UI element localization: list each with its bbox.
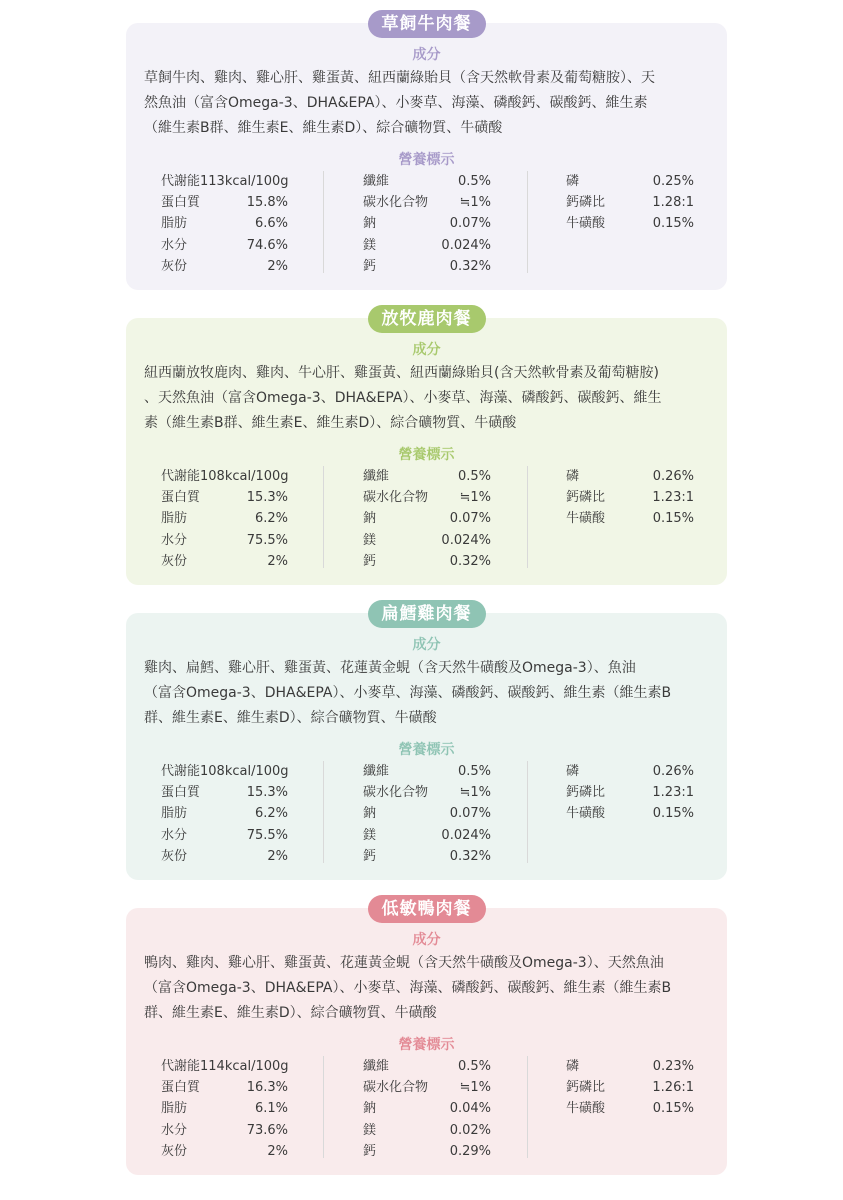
nutrient-label: 磷 [566, 1059, 580, 1074]
nutrient-value: 6.6% [254, 216, 288, 232]
nutrient-value: 0.15% [652, 806, 694, 822]
nutrition-row [363, 256, 491, 277]
nutrition-row [161, 171, 288, 192]
nutrition-column [363, 761, 528, 863]
nutrition-row [363, 1056, 491, 1077]
nutrition-row [566, 1077, 694, 1098]
nutrition-row [363, 1120, 491, 1141]
ingredients-heading: 成分 [412, 932, 441, 948]
ingredients-line: （富含Omega-3、DHA&EPA）、小麥草、海藻、磷酸鈣、碳酸鈣、維生素（維生素B [144, 685, 672, 701]
nutrient-label: 鈣 [363, 258, 377, 274]
nutrition-row [363, 235, 491, 256]
nutrition-row [363, 803, 491, 824]
nutrient-label: 鈣磷比 [566, 1080, 606, 1096]
nutrient-value: ≒1% [459, 785, 491, 801]
nutrient-label: 灰份 [161, 1143, 188, 1159]
nutrient-value: ≒1% [459, 195, 491, 211]
product-title-badge: 扁鱈雞肉餐 [368, 600, 486, 628]
nutrient-value: 0.32% [449, 258, 491, 274]
nutrition-row [161, 1141, 288, 1162]
nutrition-row [161, 782, 288, 803]
nutrient-value: 0.07% [449, 806, 491, 822]
nutrition-row [363, 761, 491, 782]
nutrition-row [566, 466, 694, 487]
nutrient-value: ≒1% [459, 490, 491, 506]
nutrition-row [566, 761, 694, 782]
nutrition-heading: 營養標示 [398, 152, 455, 168]
ingredients-line: 群、維生素E、維生素D）、綜合礦物質、牛磺酸 [144, 1005, 437, 1021]
nutrition-row [363, 846, 491, 867]
nutrition-row [363, 782, 491, 803]
nutrient-label: 鈣磷比 [566, 195, 606, 211]
nutrition-heading: 營養標示 [398, 742, 455, 758]
nutrient-value: 2% [267, 258, 288, 274]
nutrition-row [566, 171, 694, 192]
nutrition-row [363, 171, 491, 192]
nutrient-label: 鈉 [363, 511, 377, 527]
nutrition-row [161, 213, 288, 234]
nutrition-row [566, 782, 694, 803]
ingredients-line: 素（維生素B群、維生素E、維生素D）、綜合礦物質、牛磺酸 [144, 415, 517, 431]
nutrient-value: 6.2% [254, 511, 288, 527]
nutrition-row [161, 551, 288, 572]
nutrition-row [363, 508, 491, 529]
ingredients-text [144, 361, 716, 436]
nutrition-row [566, 1098, 694, 1119]
product-title-badge: 草飼牛肉餐 [368, 10, 486, 38]
nutrition-column [161, 466, 324, 568]
ingredients-line: 鴨肉、雞肉、雞心肝、雞蛋黃、花蓮黃金蜆（含天然牛磺酸及Omega-3）、天然魚油 [144, 955, 664, 971]
nutrient-value: 0.5% [457, 469, 491, 484]
ingredients-text [144, 66, 716, 141]
nutrient-value: 1.26:1 [652, 1080, 694, 1096]
product-section [126, 309, 727, 585]
nutrition-row [363, 1141, 491, 1162]
nutrition-row [566, 487, 694, 508]
nutrition-row [161, 192, 288, 213]
nutrient-label: 脂肪 [161, 806, 188, 822]
nutrient-value: 0.04% [449, 1101, 491, 1117]
product-section [126, 604, 727, 880]
nutrient-label: 灰份 [161, 553, 188, 569]
ingredients-line: （富含Omega-3、DHA&EPA）、小麥草、海藻、磷酸鈣、碳酸鈣、維生素（維生素B [144, 980, 672, 996]
nutrient-value: 0.32% [449, 848, 491, 864]
nutrient-label: 代謝能108kcal/100g [161, 764, 289, 779]
nutrient-value: 75.5% [246, 532, 288, 548]
nutrition-row [363, 1077, 491, 1098]
nutrient-label: 纖維 [363, 174, 390, 189]
nutrient-value: 0.15% [652, 1101, 694, 1117]
nutrient-value: 2% [267, 553, 288, 569]
nutrient-label: 鎂 [363, 827, 377, 843]
nutrition-row [161, 825, 288, 846]
nutrition-row [161, 1077, 288, 1098]
nutrient-label: 鈣 [363, 1143, 377, 1159]
nutrient-value: 0.024% [441, 237, 491, 253]
nutrient-label: 蛋白質 [161, 490, 201, 506]
nutrient-label: 鎂 [363, 1122, 377, 1138]
nutrient-label: 鎂 [363, 237, 377, 253]
ingredients-line: 然魚油（富含Omega-3、DHA&EPA）、小麥草、海藻、磷酸鈣、碳酸鈣、維生素 [144, 95, 648, 111]
nutrient-label: 鈉 [363, 1101, 377, 1117]
nutrient-label: 磷 [566, 174, 580, 189]
nutrient-label: 蛋白質 [161, 1080, 201, 1096]
nutrient-value: 0.024% [441, 532, 491, 548]
nutrition-row [363, 487, 491, 508]
nutrient-value: 73.6% [246, 1122, 288, 1138]
nutrition-row [161, 487, 288, 508]
nutrient-label: 蛋白質 [161, 785, 201, 801]
nutrient-label: 碳水化合物 [363, 490, 429, 506]
nutrient-label: 磷 [566, 764, 580, 779]
nutrient-label: 脂肪 [161, 1101, 188, 1117]
nutrient-label: 纖維 [363, 469, 390, 484]
nutrient-label: 鎂 [363, 532, 377, 548]
nutrient-label: 碳水化合物 [363, 785, 429, 801]
nutrient-label: 纖維 [363, 764, 390, 779]
product-section [126, 899, 727, 1175]
ingredients-line: 、天然魚油（富含Omega-3、DHA&EPA）、小麥草、海藻、磷酸鈣、碳酸鈣、維生 [144, 390, 662, 406]
nutrition-row [363, 825, 491, 846]
ingredients-line: 雞肉、扁鱈、雞心肝、雞蛋黃、花蓮黃金蜆（含天然牛磺酸及Omega-3）、魚油 [144, 660, 636, 676]
nutrient-label: 脂肪 [161, 216, 188, 232]
nutrition-column [161, 171, 324, 273]
nutrient-label: 牛磺酸 [566, 1101, 606, 1117]
nutrient-value: 0.25% [652, 174, 694, 189]
nutrient-value: 15.3% [246, 785, 288, 801]
nutrition-row [363, 192, 491, 213]
product-title-badge: 放牧鹿肉餐 [368, 305, 486, 333]
nutrient-label: 水分 [161, 532, 188, 548]
nutrition-row [161, 466, 288, 487]
nutrient-value: 75.5% [246, 827, 288, 843]
nutrition-row [566, 213, 694, 234]
nutrient-value: 0.5% [457, 174, 491, 189]
nutrition-row [161, 761, 288, 782]
nutrition-row [566, 803, 694, 824]
nutrient-label: 脂肪 [161, 511, 188, 527]
nutrient-value: 0.26% [652, 764, 694, 779]
nutrient-label: 鈉 [363, 216, 377, 232]
nutrition-row [161, 1056, 288, 1077]
nutrient-value: 15.8% [246, 195, 288, 211]
nutrition-heading: 營養標示 [398, 447, 455, 463]
nutrient-label: 水分 [161, 237, 188, 253]
nutrition-row [161, 1098, 288, 1119]
nutrition-column [161, 761, 324, 863]
nutrient-value: 1.28:1 [652, 195, 694, 211]
nutrition-column [566, 761, 696, 863]
nutrient-label: 水分 [161, 827, 188, 843]
nutrition-row [566, 508, 694, 529]
nutrient-label: 鈣磷比 [566, 785, 606, 801]
ingredients-line: 紐西蘭放牧鹿肉、雞肉、牛心肝、雞蛋黃、紐西蘭綠貽貝(含天然軟骨素及葡萄糖胺) [144, 365, 659, 381]
nutrition-column [566, 171, 696, 273]
ingredients-text [144, 656, 716, 731]
nutrient-label: 牛磺酸 [566, 511, 606, 527]
nutrient-label: 碳水化合物 [363, 195, 429, 211]
nutrient-value: 1.23:1 [652, 490, 694, 506]
nutrient-label: 灰份 [161, 258, 188, 274]
nutrition-row [161, 235, 288, 256]
nutrition-row [363, 530, 491, 551]
nutrient-value: 0.02% [449, 1122, 491, 1138]
nutrition-heading: 營養標示 [398, 1037, 455, 1053]
nutrition-column [161, 1056, 324, 1158]
nutrient-label: 磷 [566, 469, 580, 484]
nutrient-value: 0.5% [457, 764, 491, 779]
nutrient-value: 0.26% [652, 469, 694, 484]
nutrient-label: 鈣磷比 [566, 490, 606, 506]
nutrition-row [161, 508, 288, 529]
nutrient-label: 纖維 [363, 1059, 390, 1074]
nutrient-label: 灰份 [161, 848, 188, 864]
nutrient-label: 鈣 [363, 848, 377, 864]
nutrient-label: 牛磺酸 [566, 806, 606, 822]
nutrient-value: ≒1% [459, 1080, 491, 1096]
nutrient-label: 代謝能108kcal/100g [161, 469, 289, 484]
ingredients-heading: 成分 [412, 47, 441, 63]
nutrient-label: 代謝能113kcal/100g [161, 174, 289, 189]
nutrient-value: 0.15% [652, 511, 694, 527]
nutrient-label: 代謝能114kcal/100g [161, 1059, 289, 1074]
ingredients-heading: 成分 [412, 637, 441, 653]
nutrient-value: 0.32% [449, 553, 491, 569]
nutrient-value: 0.23% [652, 1059, 694, 1074]
nutrition-row [566, 1056, 694, 1077]
nutrient-label: 蛋白質 [161, 195, 201, 211]
ingredients-line: 群、維生素E、維生素D）、綜合礦物質、牛磺酸 [144, 710, 437, 726]
ingredients-heading: 成分 [412, 342, 441, 358]
ingredients-line: （維生素B群、維生素E、維生素D）、綜合礦物質、牛磺酸 [144, 120, 503, 136]
nutrient-value: 0.024% [441, 827, 491, 843]
nutrient-value: 0.5% [457, 1059, 491, 1074]
nutrient-value: 0.15% [652, 216, 694, 232]
product-section [126, 14, 727, 290]
product-title-badge: 低敏鴨肉餐 [368, 895, 486, 923]
nutrient-value: 0.07% [449, 511, 491, 527]
nutrition-row [161, 803, 288, 824]
nutrition-column [363, 171, 528, 273]
nutrient-value: 6.2% [254, 806, 288, 822]
ingredients-text [144, 951, 716, 1026]
nutrition-row [161, 1120, 288, 1141]
nutrient-label: 水分 [161, 1122, 188, 1138]
nutrient-value: 0.07% [449, 216, 491, 232]
nutrition-row [161, 530, 288, 551]
nutrient-value: 6.1% [254, 1101, 288, 1117]
nutrition-column [363, 466, 528, 568]
nutrient-value: 2% [267, 848, 288, 864]
nutrient-label: 鈉 [363, 806, 377, 822]
nutrition-row [363, 1098, 491, 1119]
nutrient-label: 碳水化合物 [363, 1080, 429, 1096]
nutrient-value: 16.3% [246, 1080, 288, 1096]
ingredients-line: 草飼牛肉、雞肉、雞心肝、雞蛋黃、紐西蘭綠貽貝（含天然軟骨素及葡萄糖胺）、天 [144, 70, 655, 86]
nutrition-row [161, 256, 288, 277]
nutrient-value: 0.29% [449, 1143, 491, 1159]
nutrition-column [566, 1056, 696, 1158]
nutrient-label: 鈣 [363, 553, 377, 569]
nutrient-value: 74.6% [246, 237, 288, 253]
nutrient-value: 15.3% [246, 490, 288, 506]
nutrition-row [161, 846, 288, 867]
nutrition-column [363, 1056, 528, 1158]
nutrition-row [363, 551, 491, 572]
nutrition-column [566, 466, 696, 568]
nutrition-row [363, 213, 491, 234]
nutrient-value: 1.23:1 [652, 785, 694, 801]
nutrition-row [363, 466, 491, 487]
nutrient-value: 2% [267, 1143, 288, 1159]
nutrition-row [566, 192, 694, 213]
nutrient-label: 牛磺酸 [566, 216, 606, 232]
